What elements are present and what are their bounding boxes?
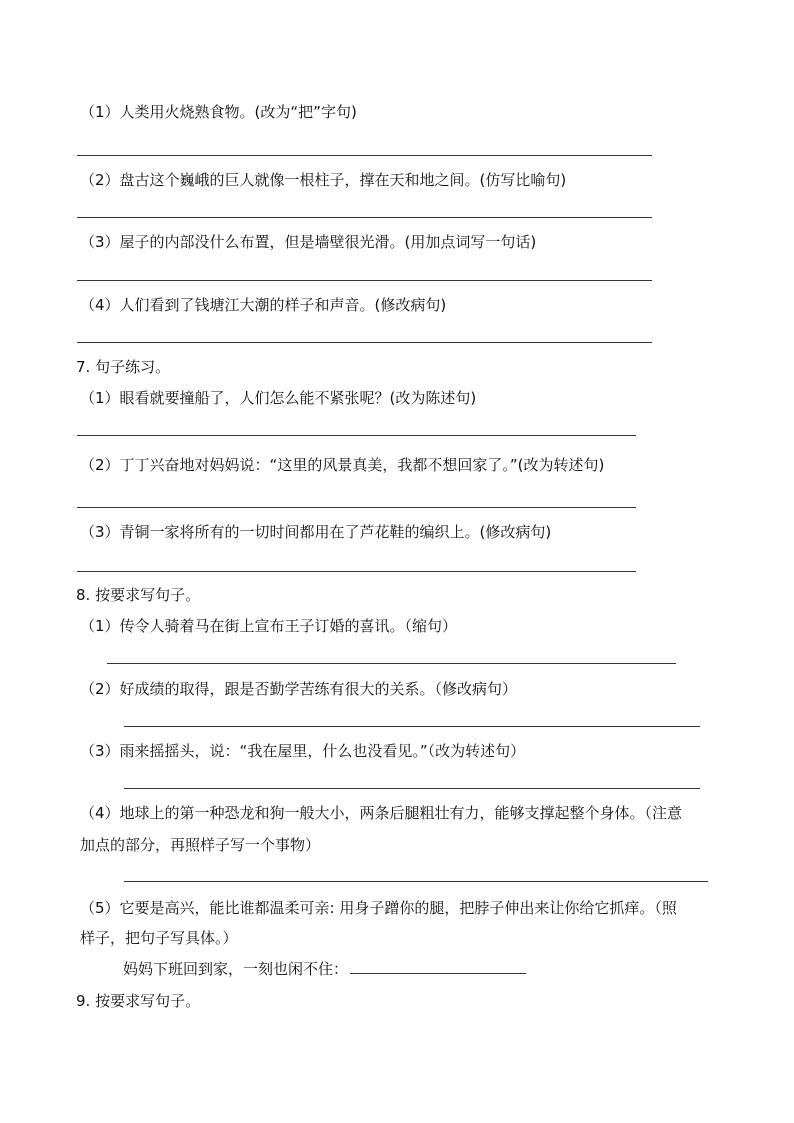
question-8-3: （3）雨来摇摇头，说：“我在屋里，什么也没看见。”（改为转述句）: [80, 742, 526, 760]
question-6-2: （2）盘古这个巍峨的巨人就像一根柱子，撑在天和地之间。(仿写比喻句): [80, 171, 567, 189]
question-8-1: （1）传令人骑着马在街上宣布王子订婚的喜讯。（缩句）: [80, 617, 458, 635]
question-8-4-line-2: 加点的部分，再照样子写一个事物）: [80, 836, 321, 854]
answer-line-8-2[interactable]: [124, 726, 700, 727]
answer-line-7-3[interactable]: [77, 571, 636, 572]
answer-line-8-3[interactable]: [124, 788, 700, 789]
answer-line-6-3[interactable]: [77, 280, 652, 281]
question-8-5-line-1: （5）它要是高兴，能比谁都温柔可亲: 用身子蹭你的腿，把脖子伸出来让你给它抓痒。（照: [80, 899, 677, 917]
question-6-3: （3）屋子的内部没什么布置，但是墙壁很光滑。(用加点词写一句话): [80, 233, 537, 251]
answer-line-7-1[interactable]: [77, 435, 636, 436]
section-9-title: 9. 按要求写句子。: [76, 992, 201, 1010]
section-8-title: 8. 按要求写句子。: [76, 586, 201, 604]
answer-line-6-1[interactable]: [77, 155, 652, 156]
answer-blank-8-5[interactable]: [350, 959, 526, 974]
question-6-4: （4）人们看到了钱塘江大潮的样子和声音。(修改病句): [80, 296, 447, 314]
answer-line-8-4[interactable]: [124, 881, 708, 882]
answer-line-7-2[interactable]: [77, 507, 636, 508]
question-8-5-prompt: 妈妈下班回到家，一刻也闲不住：: [123, 960, 349, 978]
question-8-5-line-2: 样子，把句子写具体。）: [80, 929, 238, 947]
answer-line-6-2[interactable]: [77, 217, 652, 218]
question-8-2: （2）好成绩的取得，跟是否勤学苦练有很大的关系。（修改病句）: [80, 680, 518, 698]
question-8-4-line-1: （4）地球上的第一种恐龙和狗一般大小，两条后腿粗壮有力，能够支撑起整个身体。（注意: [80, 804, 683, 822]
section-7-title: 7. 句子练习。: [76, 358, 171, 376]
question-8-5-prompt-row: [123, 959, 526, 978]
question-7-3: （3）青铜一家将所有的一切时间都用在了芦花鞋的编织上。(修改病句): [80, 523, 552, 541]
answer-line-8-1[interactable]: [107, 663, 676, 664]
answer-line-6-4[interactable]: [77, 342, 652, 343]
question-6-1: （1）人类用火烧熟食物。(改为“把”字句): [80, 103, 357, 121]
question-7-1: （1）眼看就要撞船了，人们怎么能不紧张呢？(改为陈述句): [80, 389, 477, 407]
question-7-2: （2）丁丁兴奋地对妈妈说：“这里的风景真美，我都不想回家了。”(改为转述句): [80, 456, 605, 474]
